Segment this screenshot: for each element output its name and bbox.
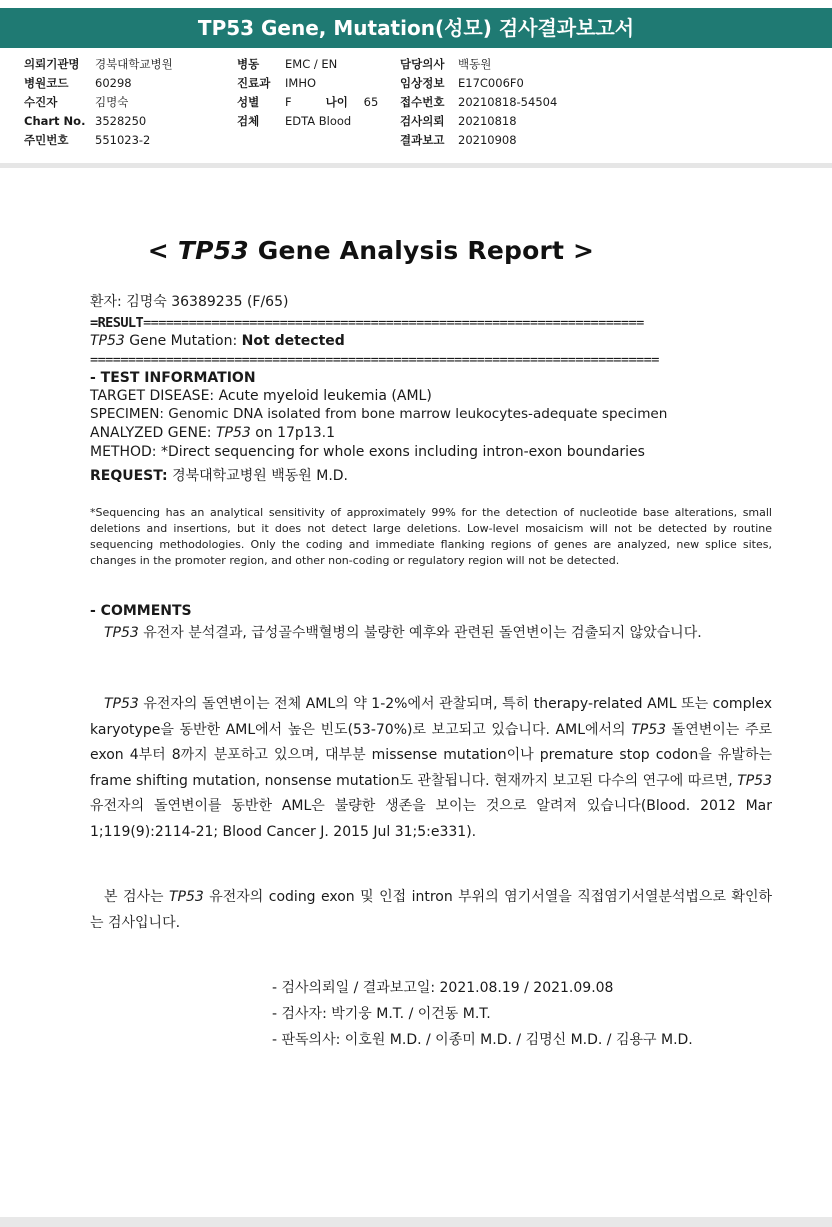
comment2-text-b: 돌연변이는 주로 exon 4부터 8까지 분포하고 있으며, 대부분 missense mutation이나 premature stop codon을 유발하는 frame shifting mutation, nonsense mutation도 관찰됩니다. 현재까지 보고된 다수의 연구에 따르면, — [90, 721, 772, 789]
comment2-gene-b: TP53 — [631, 721, 667, 738]
comment-paragraph-3 — [90, 885, 772, 936]
request-label: REQUEST: — [90, 468, 168, 484]
comment2-text-a: 유전자의 돌연변이는 전체 AML의 약 1-2%에서 관찰되며, 특히 therapy-related AML 또는 complex karyotype을 동반한 AML에서 높은 빈도(53-70%)로 보고되고 있습니다. AML에서의 — [90, 696, 772, 738]
label-patient: 수진자 — [24, 95, 58, 109]
page-bottom-strip — [0, 1217, 832, 1227]
comment3-a: 본 검사는 — [104, 889, 169, 905]
signature-doctors: - 판독의사: 이호원 M.D. / 이종미 M.D. / 김명신 M.D. / 김용구 M.D. — [272, 1032, 693, 1048]
label-specimen: 검체 — [237, 114, 260, 128]
analyzed-gene-name: TP53 — [215, 425, 251, 441]
analyzed-gene-line — [90, 425, 335, 441]
label-age: 나이 — [325, 95, 348, 109]
request-value: 경북대학교병원 백동원 M.D. — [167, 468, 349, 484]
value-age: 65 — [363, 95, 379, 109]
comment3-b: 유전자의 coding exon 및 인접 intron 부위의 염기서열을 직접염기서열분석법으로 확인하는 검사입니다. — [90, 889, 772, 931]
disclaimer: *Sequencing has an analytical sensitivity of approximately 99% for the detection of nucleotide base alterations, small deletions and insertions, but it does not detect large deletions. Low-level mosaicism will not be detected by routine sequencing methodologies. Only the coding and immediate flanking regions of genes are analyzed, new splice sites, changes in the promoter region, and other non-coding or regulatory region will not be detected. — [90, 506, 772, 567]
mutation-gene: TP53 — [90, 333, 125, 349]
value-resident-no: 551023-2 — [95, 133, 151, 147]
title-suffix: Gene Analysis Report > — [248, 236, 595, 265]
label-request-date: 검사의뢰 — [400, 114, 445, 128]
target-disease: TARGET DISEASE: Acute myeloid leukemia (AML) — [90, 388, 432, 404]
comments-heading: - COMMENTS — [90, 603, 192, 619]
comment1-gene: TP53 — [104, 625, 139, 641]
header-info-middle — [237, 55, 378, 131]
value-clinical-info: E17C006F0 — [458, 76, 524, 90]
value-hospital-code: 60298 — [95, 76, 132, 90]
mutation-label: Gene Mutation: — [124, 333, 242, 349]
method-line: METHOD: *Direct sequencing for whole exons including intron-exon boundaries — [90, 444, 645, 460]
comment2-gene-c: TP53 — [737, 772, 772, 789]
comment1-text: 유전자 분석결과, 급성골수백혈병의 불량한 예후와 관련된 돌연변이는 검출되지 않았습니다. — [138, 625, 702, 641]
comment2-gene: TP53 — [104, 696, 139, 712]
comment-paragraph-2 — [90, 692, 772, 845]
analyzed-gene-locus: on 17p13.1 — [250, 425, 335, 441]
comment-paragraph-1 — [90, 621, 772, 647]
test-info-heading: - TEST INFORMATION — [90, 370, 256, 386]
signature-dates: - 검사의뢰일 / 결과보고일: 2021.08.19 / 2021.09.08 — [272, 980, 614, 996]
label-department: 진료과 — [237, 76, 271, 90]
value-chart-no: 3528250 — [95, 114, 147, 128]
value-request-date: 20210818 — [458, 114, 517, 128]
header-info-right — [400, 55, 557, 150]
patient-line: 환자: 김명숙 36389235 (F/65) — [90, 294, 289, 310]
value-receipt-no: 20210818-54504 — [458, 95, 558, 109]
label-report-date: 결과보고 — [400, 133, 445, 147]
label-clinical-info: 임상정보 — [400, 76, 445, 90]
result-line — [90, 315, 732, 331]
result-equals: ================================================================== — [143, 315, 644, 331]
comment2-text-c: 유전자의 돌연변이를 동반한 AML은 불량한 생존을 보이는 것으로 알려져 있습니다(Blood. 2012 Mar 1;119(9):2114-21; Blood Cancer J. 2015 Jul 31;5:e331). — [90, 798, 772, 840]
header-divider — [0, 163, 832, 168]
title-gene: TP53 — [177, 236, 249, 265]
result-label: =RESULT — [90, 315, 144, 331]
header-info-left — [24, 55, 173, 150]
report-title-bar — [0, 8, 832, 48]
specimen-line: SPECIMEN: Genomic DNA isolated from bone marrow leukocytes-adequate specimen — [90, 406, 668, 422]
title-prefix: < — [147, 236, 178, 265]
value-ward: EMC / EN — [285, 57, 338, 71]
label-ward: 병동 — [237, 57, 260, 71]
value-department: IMHO — [285, 76, 317, 90]
mutation-line — [90, 333, 345, 349]
analyzed-gene-label: ANALYZED GENE: — [90, 425, 216, 441]
value-physician: 백동원 — [458, 57, 492, 71]
value-patient: 김명숙 — [95, 95, 129, 109]
analysis-report-title — [0, 236, 742, 265]
mutation-value: Not detected — [241, 333, 345, 349]
value-sex: F — [285, 95, 292, 109]
label-sex: 성별 — [237, 95, 260, 109]
label-physician: 담당의사 — [400, 57, 445, 71]
value-specimen: EDTA Blood — [285, 114, 352, 128]
value-institution: 경북대학교병원 — [95, 57, 173, 71]
label-resident-no: 주민번호 — [24, 133, 69, 147]
report-title: TP53 Gene, Mutation(성모) 검사결과보고서 — [197, 16, 635, 40]
value-report-date: 20210908 — [458, 133, 517, 147]
label-chart-no: Chart No. — [24, 114, 86, 128]
signature-testers: - 검사자: 박기웅 M.T. / 이건동 M.T. — [272, 1006, 491, 1022]
label-institution: 의뢰기관명 — [24, 57, 80, 71]
label-receipt-no: 접수번호 — [400, 95, 445, 109]
request-line — [90, 465, 348, 485]
divider-line: =========================================================================== — [90, 352, 659, 368]
label-hospital-code: 병원코드 — [24, 76, 69, 90]
comment3-gene: TP53 — [168, 889, 204, 905]
